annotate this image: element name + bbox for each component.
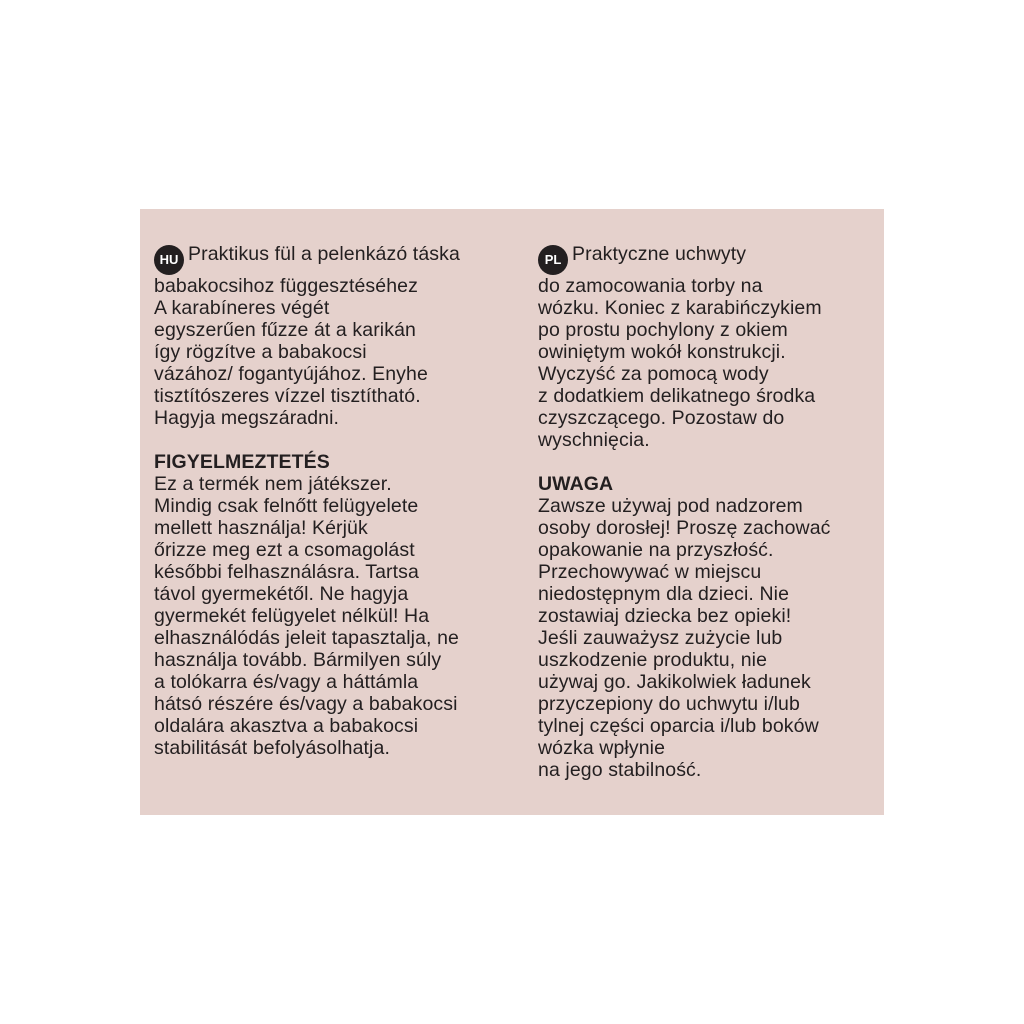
hu-warning-line: őrizze meg ezt a csomagolást <box>154 539 415 561</box>
hu-intro-first-line <box>154 243 504 275</box>
pl-warning-line: Jeśli zauważysz zużycie lub <box>538 627 783 649</box>
hu-warning-line: a tolókarra és/vagy a háttámla <box>154 671 419 693</box>
hu-intro-line: vázához/ fogantyújához. Enyhe <box>154 363 428 385</box>
hu-warning-line: Mindig csak felnőtt felügyelete <box>154 495 419 517</box>
hu-warning-line: mellett használja! Kérjük <box>154 517 368 539</box>
hu-warning-line: használja tovább. Bármilyen súly <box>154 649 442 671</box>
hu-warning-line: Ez a termék nem játékszer. <box>154 473 392 495</box>
pl-warning-line: zostawiaj dziecka bez opieki! <box>538 605 792 627</box>
hu-language-badge: HU <box>154 245 184 275</box>
pl-intro-line: owiniętym wokół konstrukcji. <box>538 341 786 363</box>
pl-warning-line: wózka wpłynie <box>538 737 666 759</box>
pl-warning-line: osoby dorosłej! Proszę zachować <box>538 517 831 539</box>
hu-intro-line: egyszerűen fűzze át a karikán <box>154 319 416 341</box>
hu-warning-line: későbbi felhasználásra. Tartsa <box>154 561 419 583</box>
hu-intro-line: Praktikus fül a pelenkázó táska <box>188 243 460 265</box>
hu-warning-line: távol gyermekétől. Ne hagyja <box>154 583 409 605</box>
pl-intro-line: z dodatkiem delikatnego środka <box>538 385 816 407</box>
pl-warning-line: przyczepiony do uchwytu i/lub <box>538 693 800 715</box>
hu-intro-line: Hagyja megszáradni. <box>154 407 340 429</box>
pl-intro-line: do zamocowania torby na <box>538 275 763 297</box>
hu-intro-line: így rögzítve a babakocsi <box>154 341 367 363</box>
hu-warning-line: oldalára akasztva a babakocsi <box>154 715 419 737</box>
hu-intro-line: A karabíneres végét <box>154 297 330 319</box>
pl-warning-line: opakowanie na przyszłość. <box>538 539 774 561</box>
pl-intro-line: wyschnięcia. <box>538 429 650 451</box>
hu-warning-line: hátsó részére és/vagy a babakocsi <box>154 693 458 715</box>
pl-warning-line: Przechowywać w miejscu <box>538 561 762 583</box>
pl-intro-line: Wyczyść za pomocą wody <box>538 363 769 385</box>
paragraph-gap <box>154 429 504 451</box>
pl-intro-line: wózku. Koniec z karabińczykiem <box>538 297 822 319</box>
hu-warning-line: gyermekét felügyelet nélkül! Ha <box>154 605 430 627</box>
pl-warning-line: Zawsze używaj pod nadzorem <box>538 495 803 517</box>
pl-intro-line: po prostu pochylony z okiem <box>538 319 788 341</box>
polish-column <box>538 243 878 781</box>
pl-warning-line: na jego stabilność. <box>538 759 702 781</box>
pl-warning-line: używaj go. Jakikolwiek ładunek <box>538 671 811 693</box>
pl-warning-title: UWAGA <box>538 473 614 495</box>
hu-warning-title: FIGYELMEZTETÉS <box>154 451 330 473</box>
pl-warning-line: uszkodzenie produktu, nie <box>538 649 768 671</box>
pl-warning-line: tylnej części oparcia i/lub boków <box>538 715 819 737</box>
pl-language-badge: PL <box>538 245 568 275</box>
hungarian-column <box>154 243 504 759</box>
pl-intro-first-line <box>538 243 878 275</box>
hu-intro-line: babakocsihoz függesztéséhez <box>154 275 418 297</box>
pl-intro-line: czyszczącego. Pozostaw do <box>538 407 785 429</box>
hu-intro-line: tisztítószeres vízzel tisztítható. <box>154 385 421 407</box>
paragraph-gap <box>538 451 878 473</box>
instruction-panel <box>140 209 884 815</box>
hu-warning-line: stabilitását befolyásolhatja. <box>154 737 390 759</box>
hu-warning-line: elhasználódás jeleit tapasztalja, ne <box>154 627 459 649</box>
pl-warning-line: niedostępnym dla dzieci. Nie <box>538 583 790 605</box>
pl-intro-line: Praktyczne uchwyty <box>572 243 747 265</box>
